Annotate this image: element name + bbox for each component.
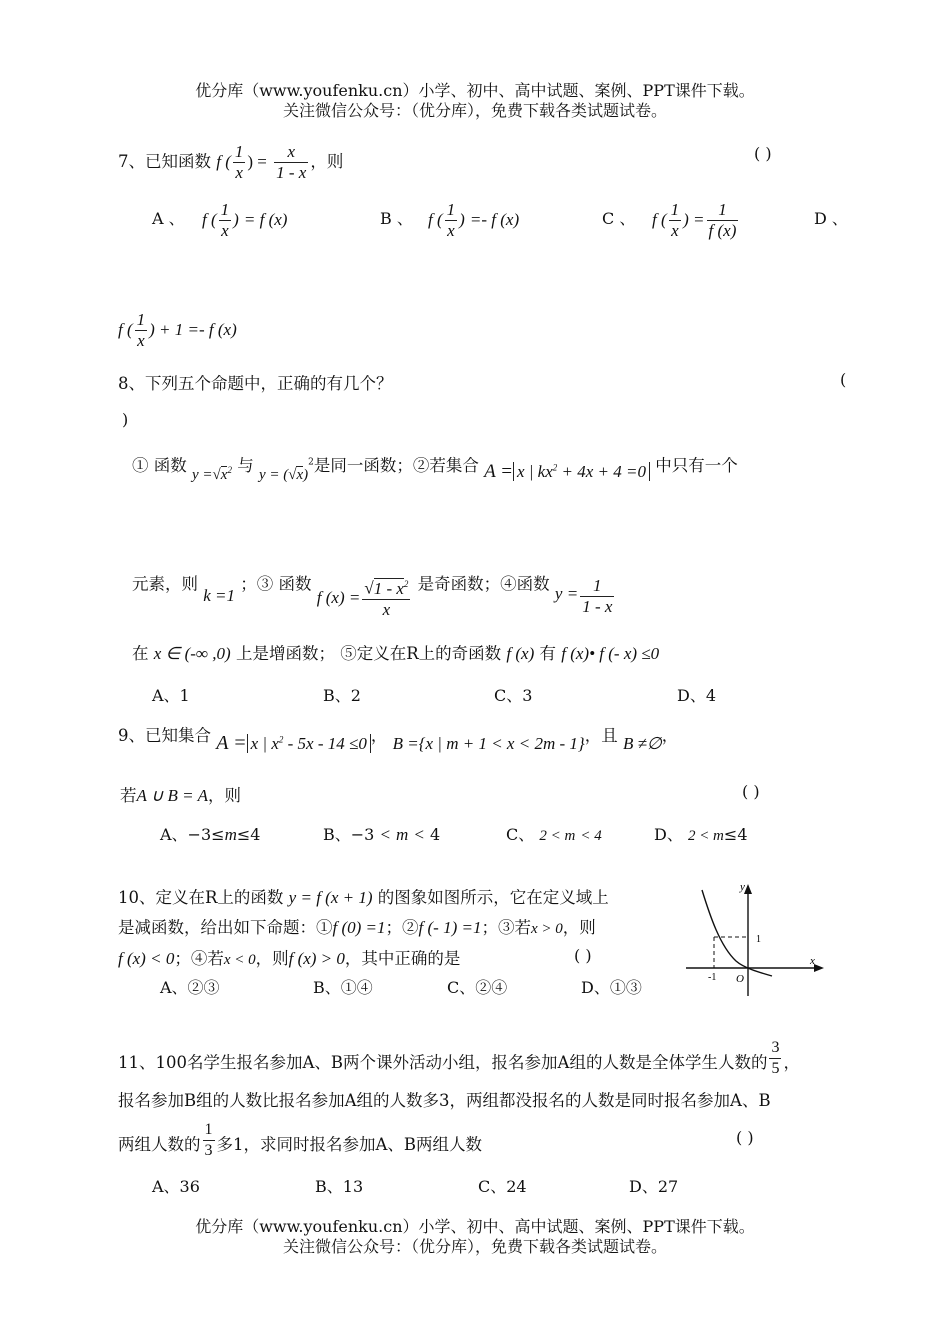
header-line-1: 优分库（www.youfenku.cn）小学、初中、高中试题、案例、PPT课件下载。 [195, 81, 755, 100]
x-axis-arrow [814, 964, 824, 972]
q7-option-c-expr: f ( $\frac{1}{x}$ ) = $\frac{1}{f (x)}$ [652, 200, 737, 240]
q10-option-d: D、①③ [581, 978, 642, 997]
q9-option-d: D、 2 < m≤4 [654, 825, 748, 844]
graph-tick-x: -1 [708, 972, 717, 983]
q7-option-c-label: C 、 [602, 209, 636, 228]
q7-option-a-label: A 、 [152, 209, 185, 228]
q8-option-a: A、1 [152, 686, 190, 705]
q8-line-1: ① 函数 $y =√x^2$ 与 $y = (√x)^2$是同一函数；②若集合 A = x | $kx^2 + 4x + 4 =0$ 中只有一个 [132, 456, 738, 483]
q10-answer-paren: ( ) [574, 946, 592, 965]
q8-paren-open: ( [840, 370, 847, 389]
graph-tick-y: 1 [756, 934, 761, 945]
q7-frac-x-over-1-x: $\frac{x}{1 - x}$ [276, 142, 307, 182]
q11-answer-paren: ( ) [736, 1128, 754, 1147]
graph-origin-label: O [736, 973, 744, 985]
q11-option-d: D、27 [629, 1177, 679, 1196]
q9-line-2: 若A ∪ B = A，则 [120, 786, 241, 805]
q7-option-b-expr: f ( $\frac{1}{x}$ ) =- f (x) [428, 200, 520, 240]
q11-line-2: 报名参加B组的人数比报名参加A组的人数多3，两组都没报名的人数是同时报名参加A、B [118, 1091, 771, 1110]
q8-line-3: 在 x ∈ (-∞ ,0) 上是增函数； ⑤定义在R上的奇函数 f (x) 有 f (x)• f (- x) ≤0 [132, 644, 660, 663]
y-axis-arrow [744, 884, 752, 894]
q9-answer-paren: ( ) [742, 782, 760, 801]
q9-option-a: A、−3≤m≤4 [160, 825, 261, 844]
q9-line-1: 9、已知集合 A = x | $x^2 - 5x - 14 \le 0$ ， B ={x | m + 1 < x < 2m - 1}，且 B ≠∅， [118, 726, 679, 754]
q11-line-3: 两组人数的 $\frac{1}{3}$ 多1，求同时报名参加A、B两组人数 [118, 1121, 483, 1159]
footer-line-1: 优分库（www.youfenku.cn）小学、初中、高中试题、案例、PPT课件下载。 [195, 1217, 755, 1236]
q8-stem: 8、下列五个命题中，正确的有几个？ [118, 374, 393, 393]
q10-line-2: 是减函数，给出如下命题：①f (0) =1；②f (- 1) =1；③若x > 0，则 [118, 918, 596, 937]
q8-paren-close: ) [122, 410, 129, 429]
q11-option-b: B、13 [315, 1177, 364, 1196]
q10-function-graph [680, 876, 830, 1001]
graph-x-label: x [810, 955, 815, 967]
q7-f: f ( [216, 152, 231, 171]
footer-line-2: 关注微信公众号：（优分库），免费下载各类试题试卷。 [282, 1237, 667, 1256]
q10-option-b: B、①④ [313, 978, 373, 997]
q8-line-2: 元素，则 k =1 ；③ 函数 f (x) = $\frac{√1 - x^2}{x}$ 是奇函数；④函数 y = $\frac{1}{1 - x}$ [132, 574, 613, 619]
q10-option-c: C、②④ [447, 978, 508, 997]
q11-line-1: 11、100名学生报名参加A、B两个课外活动小组，报名参加A组的人数是全体学生人数的 $\frac{3}{5}$ ， [118, 1039, 800, 1077]
q7-answer-paren: ( ) [754, 144, 772, 163]
q9-option-c: C、 2 < m < 4 [506, 825, 602, 844]
q7-option-b-label: B 、 [380, 209, 413, 228]
q10-line-3: f (x) < 0；④若x < 0，则f (x) > 0，其中正确的是 [118, 949, 461, 968]
q10-line-1: 10、定义在R上的函数 y = f (x + 1) 的图象如图所示，它在定义域上 [118, 888, 609, 907]
header-line-2: 关注微信公众号：（优分库），免费下载各类试题试卷。 [282, 101, 667, 120]
q7-frac-1-over-x: $\frac{1}{x}$ [234, 142, 244, 182]
decreasing-curve [702, 890, 772, 976]
q7-option-d-expr: f ( $\frac{1}{x}$ ) + 1 =- f (x) [118, 310, 237, 350]
q7-prefix: 7、已知函数 [118, 152, 211, 171]
q8-option-b: B、2 [323, 686, 361, 705]
q7-option-d-label: D 、 [814, 209, 848, 228]
q7-suffix: ，则 [310, 152, 344, 171]
q10-option-a: A、②③ [160, 978, 220, 997]
q8-option-d: D、4 [677, 686, 717, 705]
q8-option-c: C、3 [494, 686, 533, 705]
graph-y-label: y [740, 881, 745, 893]
q7-option-a-expr: f ( $\frac{1}{x}$ ) = f (x) [202, 200, 288, 240]
q11-option-a: A、36 [152, 1177, 200, 1196]
q11-option-c: C、24 [478, 1177, 527, 1196]
q9-option-b: B、−3 < m < 4 [323, 825, 441, 844]
q7-eq: ) = [247, 152, 267, 171]
